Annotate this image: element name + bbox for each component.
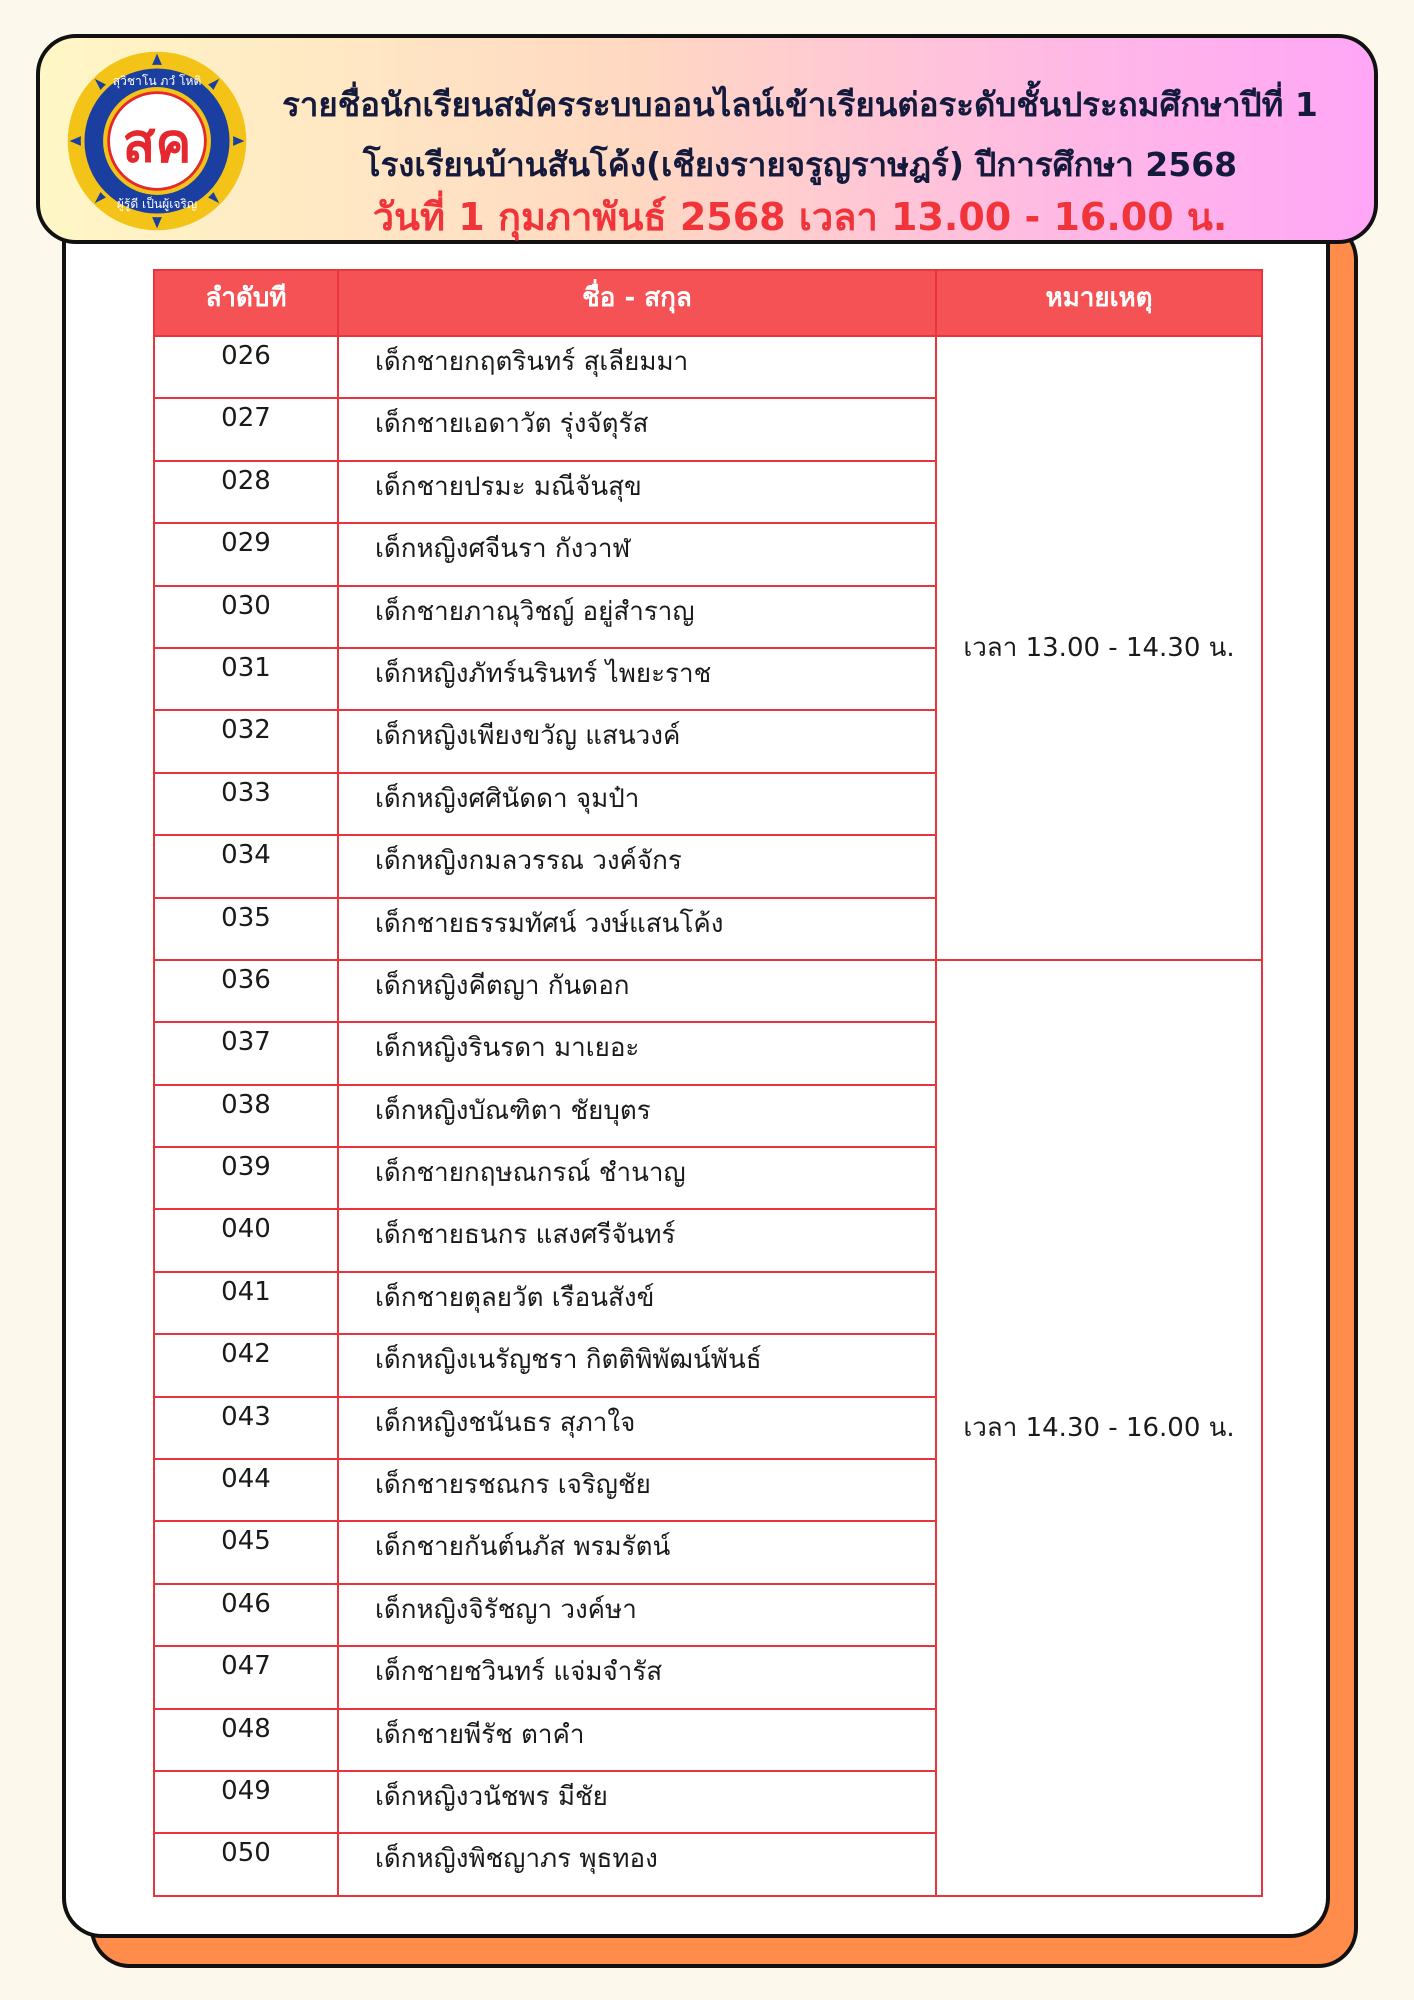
- student-table: [153, 269, 1263, 1897]
- row-number: 033: [154, 773, 338, 835]
- row-number: 046: [154, 1584, 338, 1646]
- row-number: 045: [154, 1521, 338, 1583]
- row-number: 037: [154, 1022, 338, 1084]
- student-name: เด็กหญิงเพียงขวัญ แสนวงค์: [338, 710, 936, 772]
- student-name: เด็กชายภาณุวิชญ์ อยู่สำราญ: [338, 586, 936, 648]
- row-number: 026: [154, 336, 338, 398]
- table-row: [154, 336, 1262, 398]
- student-name: เด็กหญิงชนันธร สุภาใจ: [338, 1397, 936, 1459]
- student-name: เด็กหญิงพิชญาภร พุธทอง: [338, 1833, 936, 1895]
- row-number: 029: [154, 523, 338, 585]
- student-name: เด็กชายพีรัช ตาคำ: [338, 1709, 936, 1771]
- header-number: ลำดับที: [154, 270, 338, 336]
- student-name: เด็กหญิงจิรัชญา วงค์ษา: [338, 1584, 936, 1646]
- row-number: 027: [154, 398, 338, 460]
- row-number: 036: [154, 960, 338, 1022]
- header-name: ชื่อ - สกุล: [338, 270, 936, 336]
- row-number: 048: [154, 1709, 338, 1771]
- student-name: เด็กหญิงภัทร์นรินทร์ ไพยะราช: [338, 648, 936, 710]
- student-name: เด็กชายปรมะ มณีจันสุข: [338, 461, 936, 523]
- row-number: 049: [154, 1771, 338, 1833]
- student-name: เด็กชายเอดาวัต รุ่งจัตุรัส: [338, 398, 936, 460]
- student-name: เด็กหญิงเนรัญชรา กิตติพิพัฒน์พันธ์: [338, 1334, 936, 1396]
- student-name: เด็กชายตุลยวัต เรือนสังข์: [338, 1272, 936, 1334]
- row-number: 030: [154, 586, 338, 648]
- page-title: รายชื่อนักเรียนสมัครระบบออนไลน์เข้าเรียนต่อระดับชั้นประถมศึกษาปีที่ 1: [282, 85, 1318, 124]
- row-number: 050: [154, 1833, 338, 1895]
- row-number: 040: [154, 1209, 338, 1271]
- student-name: เด็กหญิงบัณฑิตา ชัยบุตร: [338, 1085, 936, 1147]
- row-number: 031: [154, 648, 338, 710]
- student-name: เด็กหญิงรินรดา มาเยอะ: [338, 1022, 936, 1084]
- row-number: 047: [154, 1646, 338, 1708]
- student-name: เด็กหญิงคีตญา กันดอก: [338, 960, 936, 1022]
- student-name: เด็กชายธนกร แสงศรีจันทร์: [338, 1209, 936, 1271]
- schedule-date: วันที่ 1 กุมภาพันธ์ 2568 เวลา 13.00 - 16.00 น.: [372, 195, 1228, 239]
- header-banner: [36, 34, 1378, 244]
- table-row: [154, 960, 1262, 1022]
- school-name: โรงเรียนบ้านสันโค้ง(เชียงรายจรูญราษฎร์) ปีการศึกษา 2568: [362, 145, 1238, 184]
- student-name: เด็กชายชวินทร์ แจ่มจำรัส: [338, 1646, 936, 1708]
- row-number: 032: [154, 710, 338, 772]
- row-number: 043: [154, 1397, 338, 1459]
- emblem-center-text: สค: [122, 111, 192, 175]
- table-header-row: [154, 270, 1262, 336]
- time-slot-remark: เวลา 13.00 - 14.30 น.: [936, 336, 1262, 960]
- student-name: เด็กหญิงกมลวรรณ วงค์จักร: [338, 835, 936, 897]
- student-name: เด็กชายธรรมทัศน์ วงษ์แสนโค้ง: [338, 898, 936, 960]
- student-name: เด็กหญิงวนัชพร มีชัย: [338, 1771, 936, 1833]
- emblem-motto-bottom: ผู้รู้ดี เป็นผู้เจริญ: [116, 196, 198, 211]
- header-remark: หมายเหตุ: [936, 270, 1262, 336]
- row-number: 038: [154, 1085, 338, 1147]
- school-emblem-icon: [64, 48, 250, 234]
- student-name: เด็กหญิงศศินัดดา จุมป๋า: [338, 773, 936, 835]
- row-number: 042: [154, 1334, 338, 1396]
- student-name: เด็กชายกฤษณกรณ์ ชำนาญ: [338, 1147, 936, 1209]
- student-name: เด็กชายรชณกร เจริญชัย: [338, 1459, 936, 1521]
- row-number: 041: [154, 1272, 338, 1334]
- row-number: 028: [154, 461, 338, 523]
- student-name: เด็กหญิงศจีนรา กังวาฬ: [338, 523, 936, 585]
- emblem-motto-top: สุวิชาโน ภวํ โหติ: [112, 74, 202, 89]
- row-number: 035: [154, 898, 338, 960]
- row-number: 039: [154, 1147, 338, 1209]
- student-name: เด็กชายกฤตรินทร์ สุเลียมมา: [338, 336, 936, 398]
- row-number: 044: [154, 1459, 338, 1521]
- row-number: 034: [154, 835, 338, 897]
- student-name: เด็กชายกันต์นภัส พรมรัตน์: [338, 1521, 936, 1583]
- time-slot-remark: เวลา 14.30 - 16.00 น.: [936, 960, 1262, 1896]
